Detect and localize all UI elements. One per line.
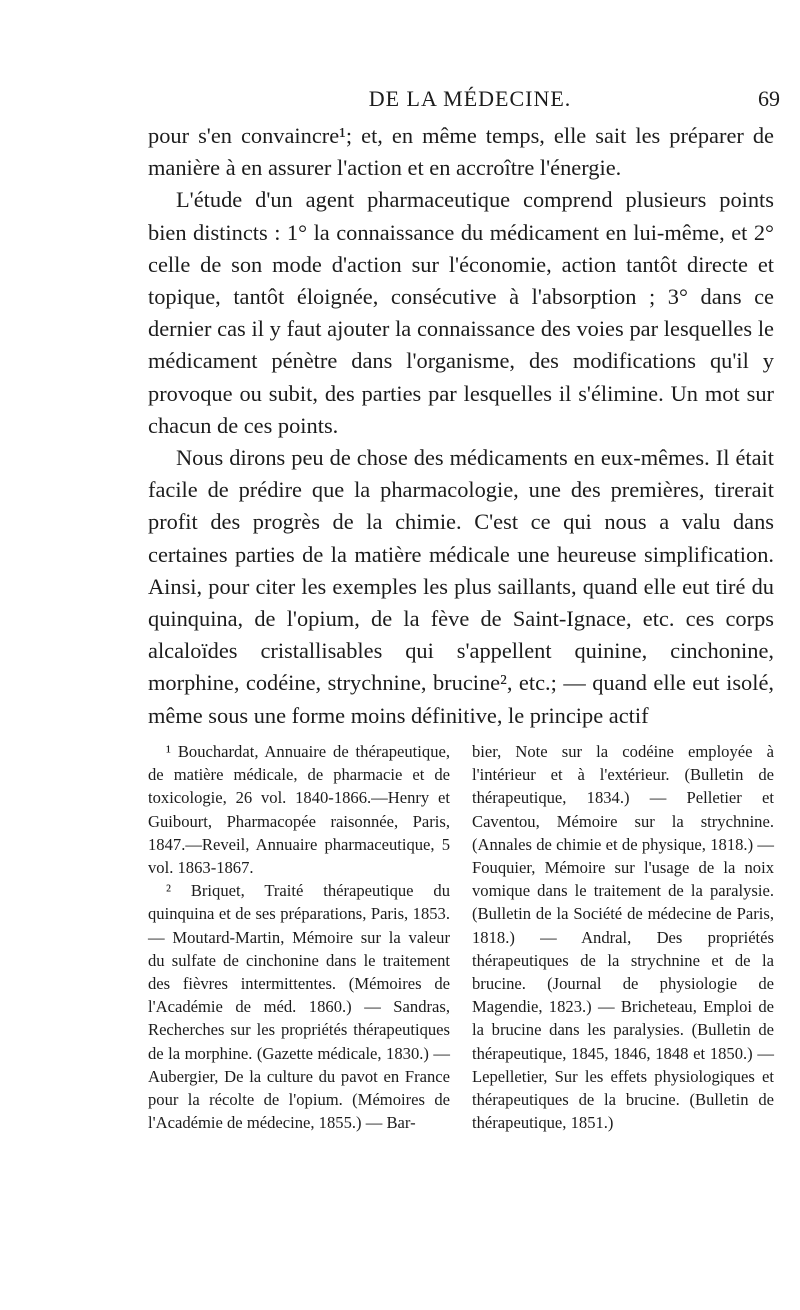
paragraph-3: Nous dirons peu de chose des médicaments en eux-mêmes. Il était facile de prédire que la pharmacologie, une des premières, tirerait profit des progrès de la chimie. C'est ce qui nous a valu dans certaines parties de la matière médicale une heureuse simplification. Ainsi, pour citer les exemples les plus saillants, quand elle eut tiré du quinquina, de l'opium, de la fève de Saint-Ignace, etc. ces corps alcaloïdes cristallisables qui s'appellent quinine, cinchonine, morphine, codéine, strychnine, brucine², etc.; — quand elle eut isolé, même sous une forme moins définitive, le principe actif: [148, 445, 774, 728]
footnote-1: ¹ Bouchardat, Annuaire de thérapeutique, de matière médicale, de pharmacie et de toxicologie, 26 vol. 1840-1866.—Henry et Guibourt, Pharmacopée raisonnée, Paris, 1847.—Reveil, Annuaire pharmaceutique, 5 vol. 1863-1867.: [148, 742, 450, 878]
page-number: 69: [758, 86, 780, 111]
main-text: [148, 120, 774, 732]
footnote-2-continued: bier, Note sur la codéine employée à l'intérieur et à l'extérieur. (Bulletin de thérapeutique, 1834.) — Pelletier et Caventou, Mémoire sur la strychnine. (Annales de chimie et de physique, 1818.) — Fouquier, Mémoire sur l'usage de la noix vomique dans le traitement de la paralysie. (Bulletin de la Société de médecine de Paris, 1818.) — Andral, Des propriétés thérapeutiques de la strychnine et de la brucine. (Journal de physiologie de Magendie, 1823.) — Bricheteau, Emploi de la brucine dans les paralysies. (Bulletin de thérapeutique, 1845, 1846, 1848 et 1850.) — Lepelletier, Sur les effets physiologiques et thérapeutiques de la brucine. (Bulletin de thérapeutique, 1851.): [472, 742, 774, 1133]
footnotes-right-column: [472, 740, 774, 1134]
footnote-2: ² Briquet, Traité thérapeutique du quinquina et de ses préparations, Paris, 1853. — Moutard-Martin, Mémoire sur la valeur du sulfate de cinchonine dans le traitement des fièvres intermittentes. (Mémoires de l'Académie de méd. 1860.) — Sandras, Recherches sur les propriétés thérapeutiques de la morphine. (Gazette médicale, 1830.) — Aubergier, De la culture du pavot en France pour la récolte de l'opium. (Mémoires de l'Académie de médecine, 1855.) — Bar-: [148, 881, 450, 1133]
paragraph-1: pour s'en convaincre¹; et, en même temps, elle sait les préparer de manière à en assurer l'action et en accroître l'énergie.: [148, 123, 774, 181]
paragraph-2: L'étude d'un agent pharmaceutique comprend plusieurs points bien distincts : 1° la connaissance du médicament en lui-même, et 2° celle de son mode d'action sur l'économie, action tantôt directe et topique, tantôt éloignée, consécutive à l'absorption ; 3° dans ce dernier cas il y faut ajouter la connaissance des voies par lesquelles le médicament pénètre dans l'organisme, des modifications qu'il y provoque ou subit, des parties par lesquelles il s'élimine. Un mot sur chacun de ces points.: [148, 187, 774, 438]
footnotes-left-column: [148, 740, 450, 1134]
running-head: DE LA MÉDECINE.: [368, 86, 572, 111]
page-header: [150, 86, 790, 116]
